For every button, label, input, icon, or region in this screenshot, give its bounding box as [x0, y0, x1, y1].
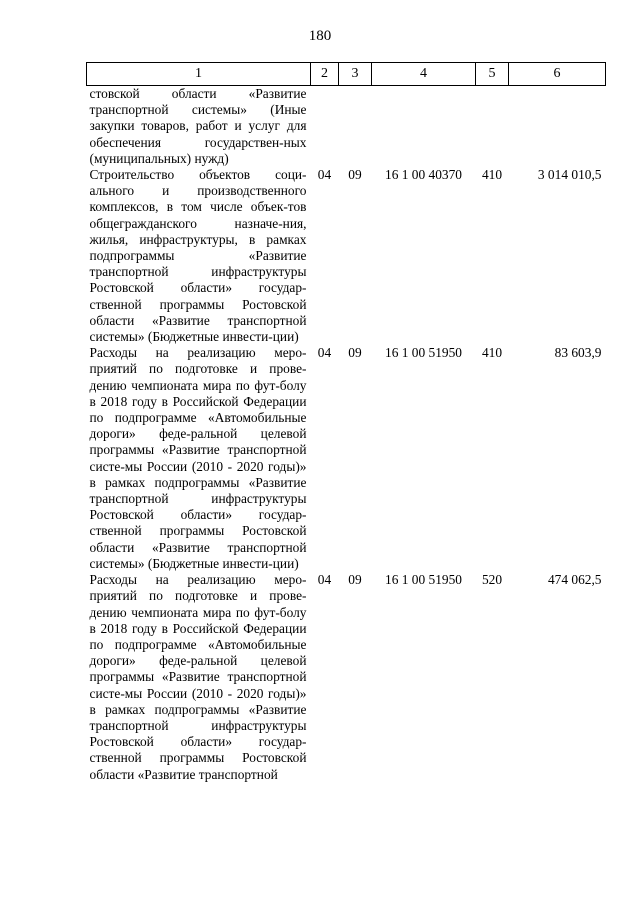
row-pr: 09	[348, 572, 362, 588]
row-rz: 04	[317, 345, 332, 361]
row-csr: 16 1 00 40370	[385, 167, 462, 183]
row-csr	[372, 86, 476, 168]
budget-table	[86, 62, 606, 783]
table-body	[87, 86, 606, 783]
header-col-4: 4	[372, 63, 476, 86]
header-col-3: 3	[339, 63, 372, 86]
row-csr: 16 1 00 51950	[385, 572, 462, 588]
table-row	[87, 572, 606, 783]
table-row	[87, 86, 606, 168]
row-description: Строительство объектов соци-ального и производственного комплексов, в том числе объек-тов общегражданского назначе-ния, жилья, инфраструктуры, в рамках подпрограммы «Развитие транспортной инфраструктуры Ростовской области» государ-ственной программы Ростовской области «Развитие транспортной системы» (Бюджетные инвести-ции)	[89, 167, 307, 345]
row-pr: 09	[348, 167, 362, 183]
row-rz: 04	[317, 572, 332, 588]
header-col-5: 5	[476, 63, 509, 86]
row-csr: 16 1 00 51950	[385, 345, 462, 361]
table-row	[87, 345, 606, 572]
row-pr: 09	[348, 345, 362, 361]
row-vr	[476, 86, 509, 168]
row-amount: 83 603,9	[554, 345, 602, 361]
row-vr: 410	[481, 345, 503, 361]
row-description: Расходы на реализацию меро-приятий по подготовке и прове-дению чемпионата мира по фут-болу в 2018 году в Российской Федерации по подпрограмме «Автомобильные дороги» феде-ральной целевой программы «Развитие транспортной систе-мы России (2010 - 2020 годы)» в рамках подпрограммы «Развитие транспортной инфраструктуры Ростовской области» государ-ственной программы Ростовской области «Развитие транспортной системы» (Бюджетные инвести-ции)	[89, 345, 307, 571]
header-row	[87, 63, 606, 86]
header-col-2: 2	[311, 63, 339, 86]
row-rz: 04	[317, 167, 332, 183]
header-col-6: 6	[509, 63, 606, 86]
page-number: 180	[308, 28, 332, 44]
row-description: стовской области «Развитие транспортной системы» (Иные закупки товаров, работ и услуг для обеспечения государствен-ных (муниципальных) нужд)	[89, 86, 307, 166]
row-amount: 3 014 010,5	[537, 167, 602, 183]
row-vr: 410	[481, 167, 503, 183]
table-header	[87, 63, 606, 86]
row-vr: 520	[481, 572, 503, 588]
row-amount: 474 062,5	[547, 572, 602, 588]
row-description: Расходы на реализацию меро-приятий по подготовке и прове-дению чемпионата мира по фут-болу в 2018 году в Российской Федерации по подпрограмме «Автомобильные дороги» феде-ральной целевой программы «Развитие транспортной систе-мы России (2010 - 2020 годы)» в рамках подпрограммы «Развитие транспортной инфраструктуры Ростовской области» государ-ственной программы Ростовской области «Развитие транспортной	[89, 572, 307, 782]
header-col-1: 1	[87, 63, 311, 86]
row-amount	[509, 86, 606, 168]
table-row	[87, 167, 606, 345]
row-pr	[339, 86, 372, 168]
row-rz	[311, 86, 339, 168]
